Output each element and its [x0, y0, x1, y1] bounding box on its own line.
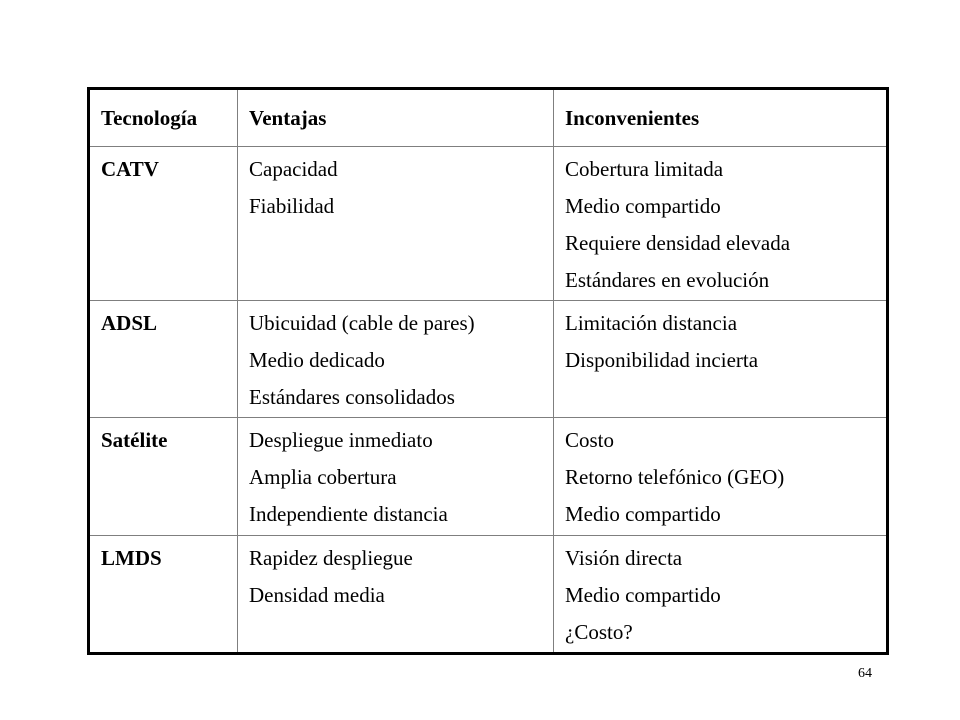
advantage-item: Capacidad	[249, 157, 338, 181]
technology-label: ADSL	[101, 311, 158, 335]
advantage-item: Estándares consolidados	[249, 385, 455, 409]
table-row-satelite	[89, 418, 888, 536]
disadvantage-item: Medio compartido	[565, 502, 721, 526]
header-technology: Tecnología	[89, 89, 238, 147]
disadvantage-item: Limitación distancia	[565, 311, 738, 335]
advantages-cell	[238, 147, 554, 301]
advantages-cell	[238, 536, 554, 654]
technology-cell	[89, 418, 238, 536]
disadvantage-item: Requiere densidad elevada	[565, 231, 791, 255]
advantages-cell	[238, 301, 554, 418]
advantage-item: Densidad media	[249, 583, 385, 607]
header-advantages: Ventajas	[238, 89, 554, 147]
advantage-item: Rapidez despliegue	[249, 546, 413, 570]
disadvantage-item: Medio compartido	[565, 194, 721, 218]
technology-label: Satélite	[101, 428, 168, 452]
advantages-cell	[238, 418, 554, 536]
disadvantage-item: Estándares en evolución	[565, 268, 770, 292]
table-row-catv	[89, 147, 888, 301]
header-disadvantages: Inconvenientes	[554, 89, 888, 147]
disadvantage-item: Visión directa	[565, 546, 683, 570]
advantage-item: Despliegue inmediato	[249, 428, 433, 452]
disadvantages-cell	[554, 301, 888, 418]
disadvantage-item: Costo	[565, 428, 615, 452]
comparison-table	[87, 87, 889, 655]
page-number: 64	[858, 666, 872, 681]
disadvantages-cell	[554, 418, 888, 536]
disadvantage-item: Disponibilidad incierta	[565, 348, 759, 372]
technology-cell	[89, 536, 238, 654]
advantage-item: Independiente distancia	[249, 502, 448, 526]
table-header-row	[89, 89, 888, 147]
disadvantages-cell	[554, 147, 888, 301]
advantage-item: Medio dedicado	[249, 348, 385, 372]
disadvantage-item: Retorno telefónico (GEO)	[565, 465, 785, 489]
technology-label: LMDS	[101, 546, 162, 570]
advantage-item: Amplia cobertura	[249, 465, 397, 489]
advantage-item: Fiabilidad	[249, 194, 335, 218]
disadvantage-item: Cobertura limitada	[565, 157, 724, 181]
disadvantages-cell	[554, 536, 888, 654]
table-row-adsl	[89, 301, 888, 418]
technology-cell	[89, 301, 238, 418]
advantage-item: Ubicuidad (cable de pares)	[249, 311, 475, 335]
disadvantage-item: Medio compartido	[565, 583, 721, 607]
disadvantage-item: ¿Costo?	[565, 620, 633, 644]
technology-label: CATV	[101, 157, 159, 181]
table-row-lmds	[89, 536, 888, 654]
technology-cell	[89, 147, 238, 301]
